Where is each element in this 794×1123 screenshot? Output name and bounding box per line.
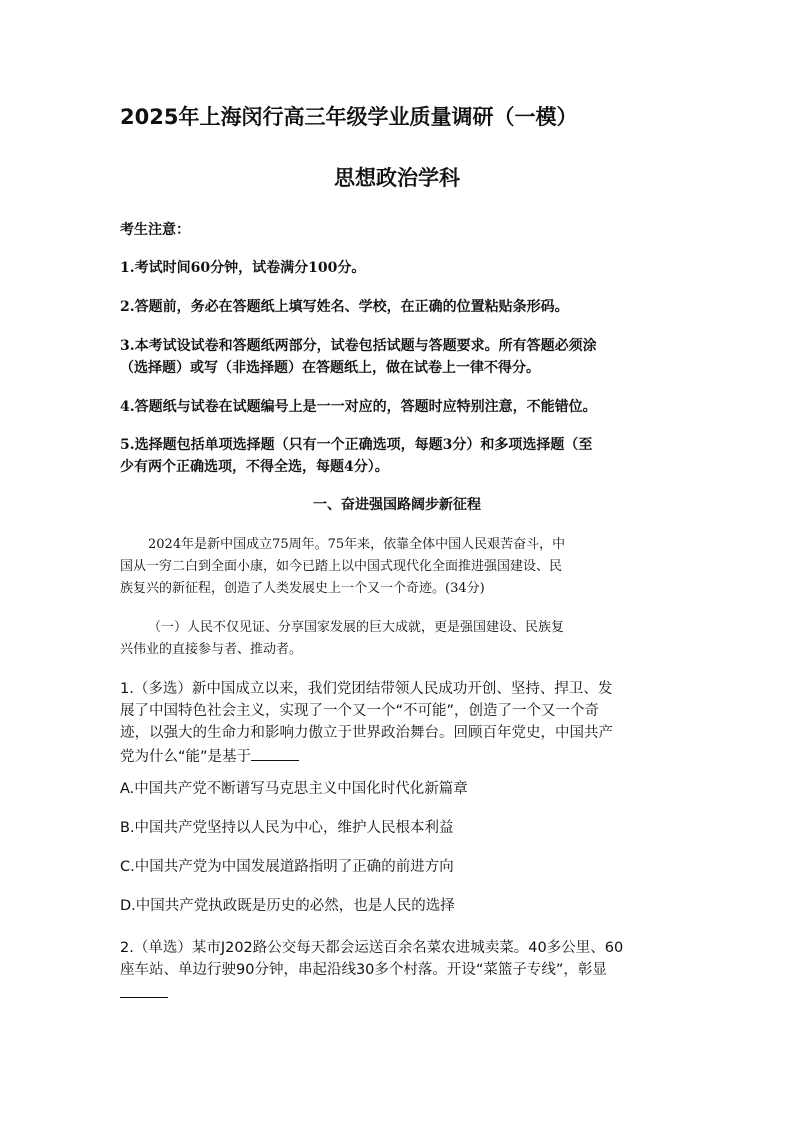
answer-blank (251, 744, 299, 761)
exam-title: 2025年上海闵行高三年级学业质量调研（一模） (120, 105, 578, 129)
notice-heading: 考生注意： (120, 222, 190, 238)
intro-line: 族复兴的新征程，创造了人类发展史上一个又一个奇迹。(34分) (120, 581, 485, 596)
answer-blank (120, 981, 168, 998)
question-1-line: 党为什么“能”是基于 (120, 749, 252, 765)
notice-item: （选择题）或写（非选择题）在答题纸上，做在试卷上一律不得分。 (120, 360, 540, 376)
intro-line: 2024年是新中国成立75周年。75年来，依靠全体中国人民艰苦奋斗，中 (148, 537, 566, 552)
sub-intro-line: （一）人民不仅见证、分享国家发展的巨大成就，更是强国建设、民族复 (148, 620, 565, 635)
option-b: B.中国共产党坚持以人民为中心，维护人民根本利益 (120, 820, 454, 836)
option-a: A.中国共产党不断谱写马克思主义中国化时代化新篇章 (120, 781, 468, 797)
intro-line: 国从一穷二白到全面小康，如今已踏上以中国式现代化全面推进强国建设、民 (120, 559, 563, 574)
question-2-blank-line (120, 981, 680, 1005)
notice-item: 2.答题前，务必在答题纸上填写姓名、学校，在正确的位置粘贴条形码。 (120, 299, 569, 315)
notice-item: 3.本考试设试卷和答题纸两部分，试卷包括试题与答题要求。所有答题必须涂 (120, 338, 597, 354)
notice-item: 少有两个正确选项，不得全选，每题4分）。 (120, 459, 389, 475)
notice-item: 4.答题纸与试卷在试题编号上是一一对应的，答题时应特别注意，不能错位。 (120, 399, 597, 415)
question-1-last-line (120, 744, 680, 768)
option-d: D.中国共产党执政既是历史的必然，也是人民的选择 (120, 898, 455, 914)
section-title: 一、奋进强国路阔步新征程 (313, 497, 481, 513)
notice-item: 5.选择题包括单项选择题（只有一个正确选项，每题3分）和多项选择题（至 (120, 437, 593, 453)
sub-intro-line: 兴伟业的直接参与者、推动者。 (120, 642, 303, 657)
option-c: C.中国共产党为中国发展道路指明了正确的前进方向 (120, 859, 454, 875)
question-1-line: 展了中国特色社会主义，实现了一个又一个“不可能”，创造了一个又一个奇 (120, 703, 600, 719)
question-1-line: 1.（多选）新中国成立以来，我们党团结带领人民成功开创、坚持、捍卫、发 (120, 681, 613, 697)
notice-item: 1.考试时间60分钟，试卷满分100分。 (120, 260, 366, 276)
question-2-line: 2.（单选）某市J202路公交每天都会运送百余名菜农进城卖菜。40多公里、60 (120, 940, 624, 956)
exam-subtitle: 思想政治学科 (334, 166, 460, 190)
question-2-line: 座车站、单边行驶90分钟，串起沿线30多个村落。开设“菜篮子专线”，彰显 (120, 962, 607, 978)
question-1-line: 迹，以强大的生命力和影响力傲立于世界政治舞台。回顾百年党史，中国共产 (120, 725, 613, 741)
